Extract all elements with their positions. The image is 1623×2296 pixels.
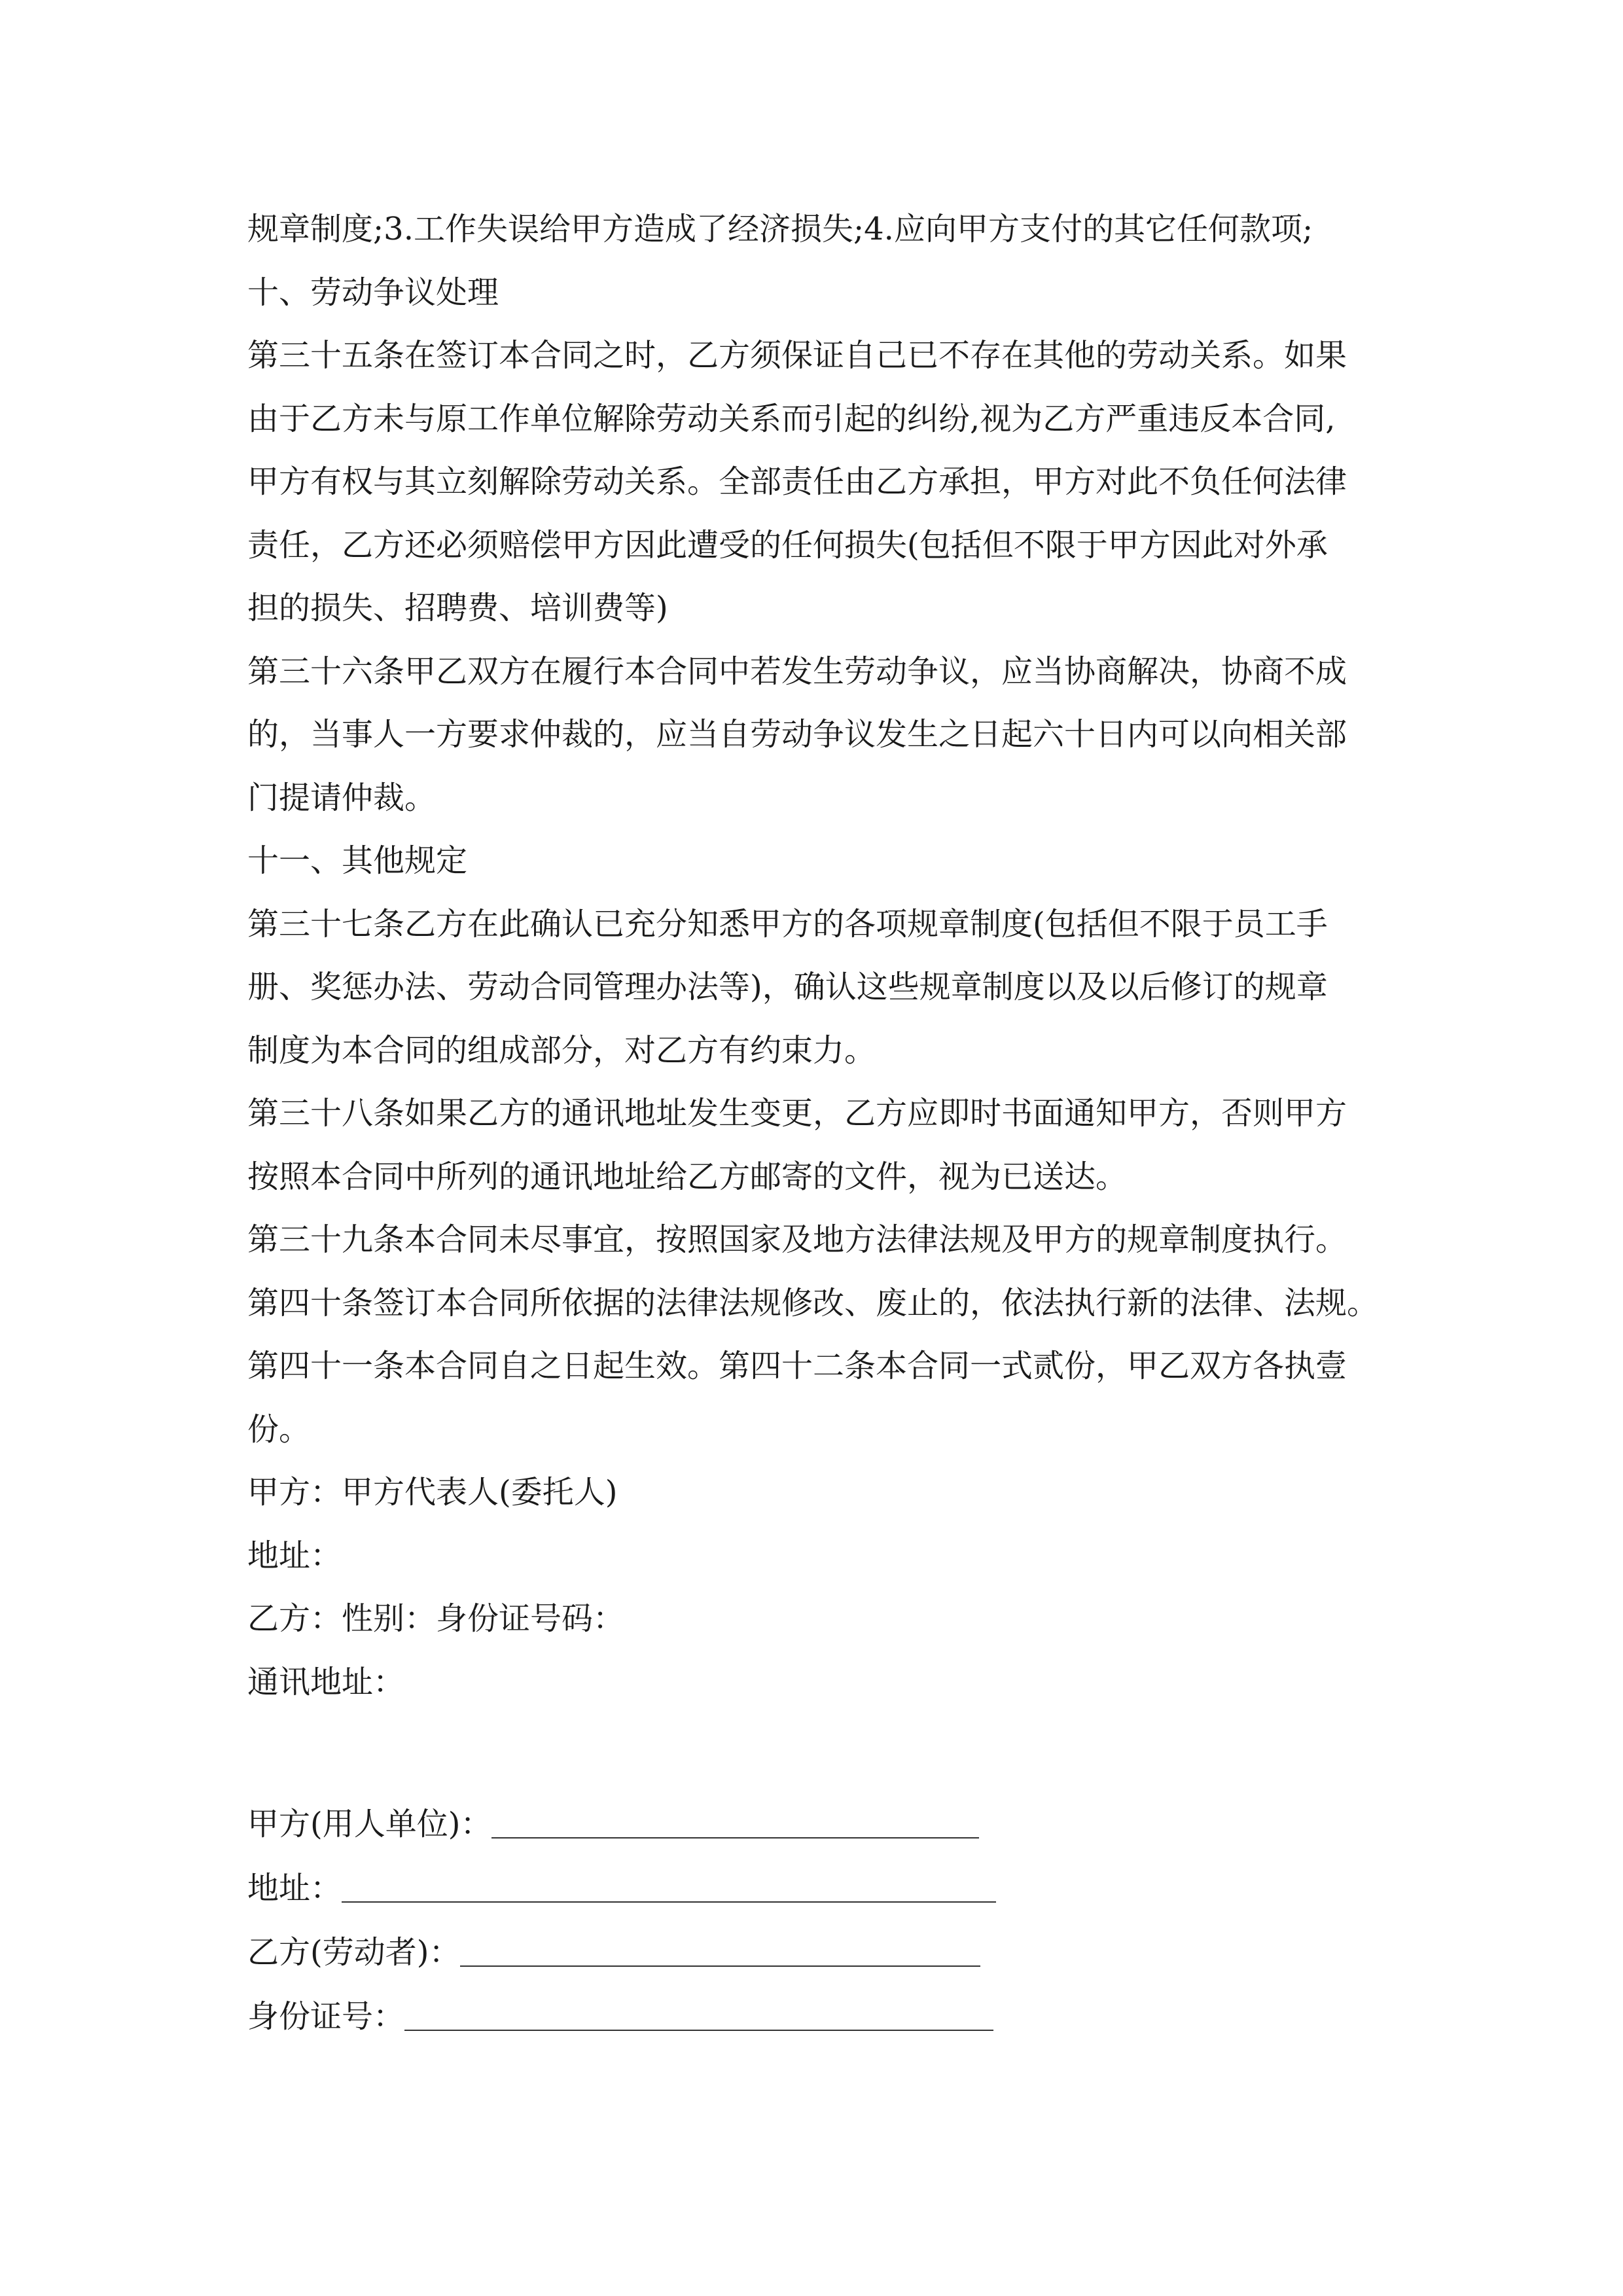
address-signature-line[interactable]	[342, 1900, 996, 1903]
party-b-signature-label: 乙方(劳动者)：	[247, 1934, 461, 1971]
text-line: 第三十七条乙方在此确认已充分知悉甲方的各项规章制度(包括但不限于员工手	[247, 905, 1328, 942]
text-line: 门提请仲裁。	[247, 779, 437, 816]
address-field: 地址：	[247, 1537, 342, 1574]
party-a-signature-label: 甲方(用人单位)：	[247, 1806, 492, 1842]
id-signature-label: 身份证号：	[247, 1998, 405, 2035]
signature-row-party-b	[247, 1918, 1164, 1982]
text-line: 第三十六条甲乙双方在履行本合同中若发生劳动争议，应当协商解决，协商不成	[247, 653, 1347, 690]
signature-row-party-a	[247, 1790, 1164, 1854]
text-line: 担的损失、招聘费、培训费等)	[247, 590, 668, 626]
text-line: 册、奖惩办法、劳动合同管理办法等)，确认这些规章制度以及以后修订的规章	[247, 969, 1328, 1005]
signature-block	[247, 1790, 1164, 2047]
text-line: 份。	[247, 1410, 311, 1448]
contract-body	[247, 198, 1406, 1713]
signature-row-id	[247, 1982, 1164, 2047]
text-line: 第三十五条在签订本合同之时，乙方须保证自己已不存在其他的劳动关系。如果	[247, 337, 1347, 374]
text-line: 第四十条签订本合同所依据的法律法规修改、废止的，依法执行新的法律、法规。	[247, 1284, 1379, 1321]
text-line: 第三十八条如果乙方的通讯地址发生变更，乙方应即时书面通知甲方，否则甲方	[247, 1095, 1347, 1132]
text-line: 由于乙方未与原工作单位解除劳动关系而引起的纠纷,视为乙方严重违反本合同,	[247, 400, 1336, 437]
party-a-signature-line[interactable]	[491, 1836, 979, 1839]
signature-row-address	[247, 1854, 1164, 1918]
mailing-address-field: 通讯地址：	[247, 1663, 405, 1700]
text-line: 第三十九条本合同未尽事宜，按照国家及地方法律法规及甲方的规章制度执行。	[247, 1221, 1347, 1258]
address-signature-label: 地址：	[247, 1870, 342, 1907]
party-b-signature-line[interactable]	[460, 1964, 980, 1967]
text-line: 按照本合同中所列的通讯地址给乙方邮寄的文件，视为已送达。	[247, 1158, 1128, 1195]
party-a-field: 甲方：甲方代表人(委托人)	[247, 1474, 618, 1511]
text-line: 甲方有权与其立刻解除劳动关系。全部责任由乙方承担，甲方对此不负任何法律	[247, 463, 1347, 500]
text-line: 责任，乙方还必须赔偿甲方因此遭受的任何损失(包括但不限于甲方因此对外承	[247, 526, 1328, 564]
party-b-field: 乙方：性别：身份证号码：	[247, 1600, 625, 1637]
text-line: 的，当事人一方要求仲裁的，应当自劳动争议发生之日起六十日内可以向相关部	[247, 716, 1347, 753]
text-line: 第四十一条本合同自之日起生效。第四十二条本合同一式贰份，甲乙双方各执壹	[247, 1348, 1347, 1384]
text-line: 制度为本合同的组成部分，对乙方有约束力。	[247, 1031, 876, 1069]
id-signature-line[interactable]	[404, 2028, 993, 2031]
section-heading: 十一、其他规定	[247, 842, 468, 879]
section-heading: 十、劳动争议处理	[247, 274, 499, 311]
text-line: 规章制度;3.工作失误给甲方造成了经济损失;4.应向甲方支付的其它任何款项;	[247, 211, 1313, 247]
